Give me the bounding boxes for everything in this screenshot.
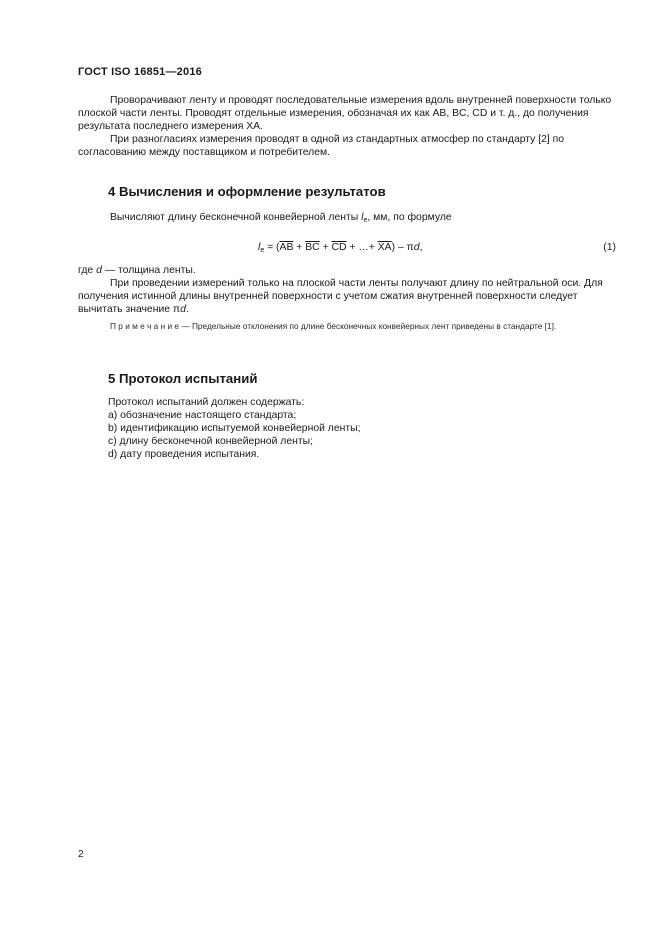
section3-paragraph-1: Проворачивают ленту и проводят последовательные измерения вдоль внутренней поверхности только плоской части ленты. Проводят отдельные измерения, обозначая их как AB, BC, CD и т. д., до получения результата последнего измерения XA. bbox=[78, 95, 612, 132]
note-text: — Предельные отклонения по длине бесконечных конвейерных лент приведены в стандарте [1]. bbox=[179, 321, 557, 331]
section5-intro: Протокол испытаний должен содержать: bbox=[108, 397, 305, 408]
section4-heading: 4 Вычисления и оформление результатов bbox=[108, 184, 386, 199]
page-number: 2 bbox=[78, 849, 84, 860]
list-item: d) дату проведения испытания. bbox=[108, 449, 260, 460]
list-item: а) обозначение настоящего стандарта; bbox=[108, 410, 297, 421]
note-label: П р и м е ч а н и е bbox=[110, 321, 180, 331]
section5-heading: 5 Протокол испытаний bbox=[108, 371, 258, 386]
section5-list bbox=[108, 396, 360, 461]
standard-header: ГОСТ ISO 16851—2016 bbox=[78, 66, 202, 78]
list-item: c) длину бесконечной конвейерной ленты; bbox=[108, 436, 313, 447]
list-item: b) идентификацию испытуемой конвейерной ленты; bbox=[108, 423, 361, 434]
formula-expression: $l_e = (\overline{AB} + \overline{BC} + \overline{CD}$ + …+ $\overline{XA}$) – πd, bbox=[258, 242, 423, 254]
section4-intro: Вычисляют длину бесконечной конвейерной ленты $l_e$, мм, по формуле bbox=[110, 212, 452, 224]
section3-paragraph-2: При разногласиях измерения проводят в одной из стандартных атмосфер по стандарту [2] по согласованию между поставщиком и потребителем. bbox=[78, 134, 565, 158]
section4-paragraph-2: При проведении измерений только на плоской части ленты получают длину по нейтральной оси. Для получения истинной длины внутренней поверхности с учетом сжатия внутренней поверхности следует вычитать значение πd. bbox=[78, 278, 603, 315]
formula-number: (1) bbox=[603, 242, 616, 253]
formula-where: где d — толщина ленты. bbox=[78, 265, 196, 276]
note bbox=[78, 320, 616, 332]
